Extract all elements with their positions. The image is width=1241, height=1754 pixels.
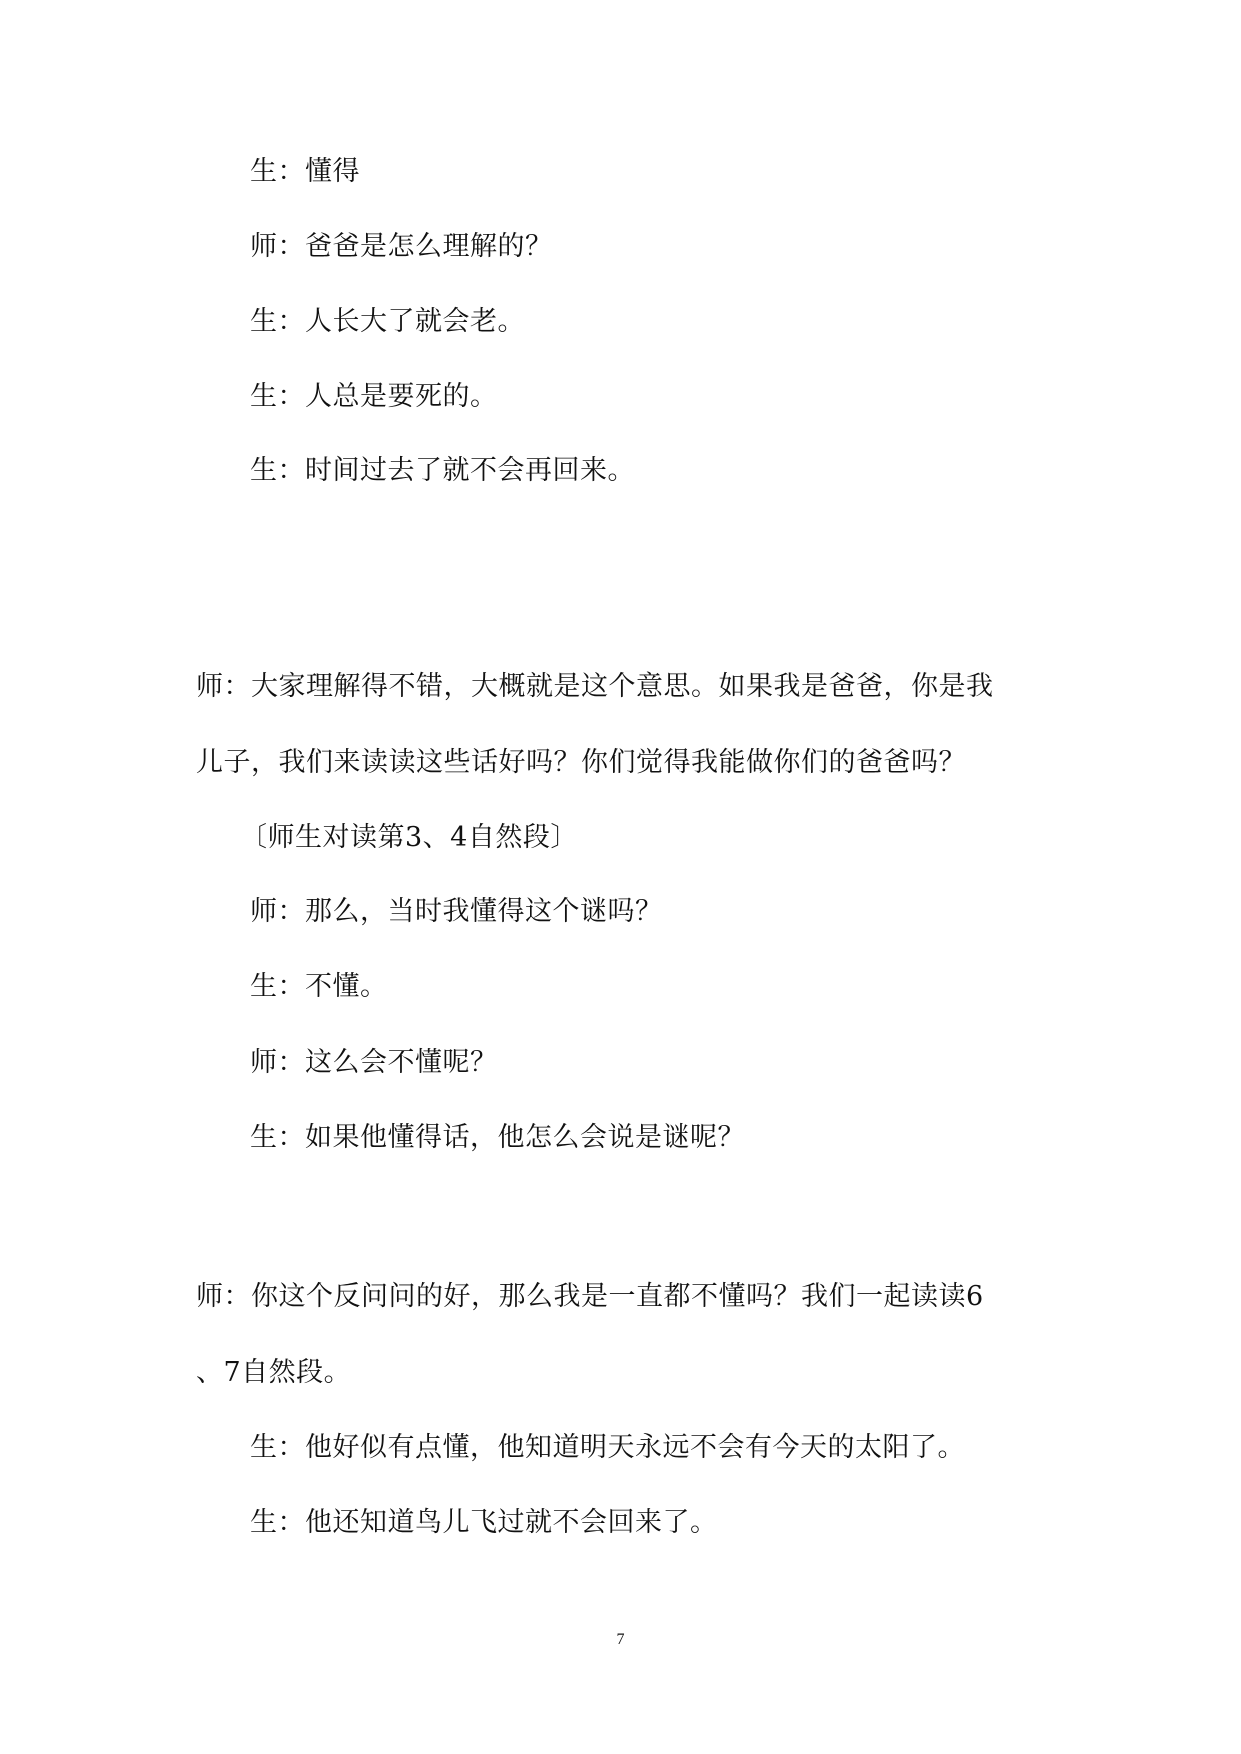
dialogue-line: 师：那么，当时我懂得这个谜吗？: [250, 896, 663, 927]
dialogue-line: 师：这么会不懂呢？: [250, 1047, 498, 1078]
paragraph-line: 儿子，我们来读读这些话好吗？你们觉得我能做你们的爸爸吗？: [196, 747, 966, 778]
dialogue-line: 生：他还知道鸟儿飞过就不会回来了。: [250, 1507, 718, 1538]
dialogue-line: 师：爸爸是怎么理解的？: [250, 231, 553, 262]
paragraph-line: 师：你这个反问问的好，那么我是一直都不懂吗？我们一起读读6: [196, 1281, 984, 1312]
dialogue-line: 生：不懂。: [250, 971, 388, 1002]
dialogue-line: 生：人总是要死的。: [250, 381, 498, 412]
dialogue-line: 生：人长大了就会老。: [250, 306, 525, 337]
paragraph-line: 师：大家理解得不错，大概就是这个意思。如果我是爸爸，你是我: [196, 671, 994, 702]
stage-direction: 〔师生对读第3、4自然段〕: [240, 822, 578, 853]
dialogue-line: 生：如果他懂得话，他怎么会说是谜呢？: [250, 1122, 745, 1153]
page-number: 7: [616, 1631, 625, 1648]
dialogue-line: 生：他好似有点懂，他知道明天永远不会有今天的太阳了。: [250, 1432, 965, 1463]
dialogue-line: 生：时间过去了就不会再回来。: [250, 455, 635, 486]
paragraph-line: 、7自然段。: [196, 1357, 352, 1388]
dialogue-line: 生：懂得: [250, 156, 360, 187]
